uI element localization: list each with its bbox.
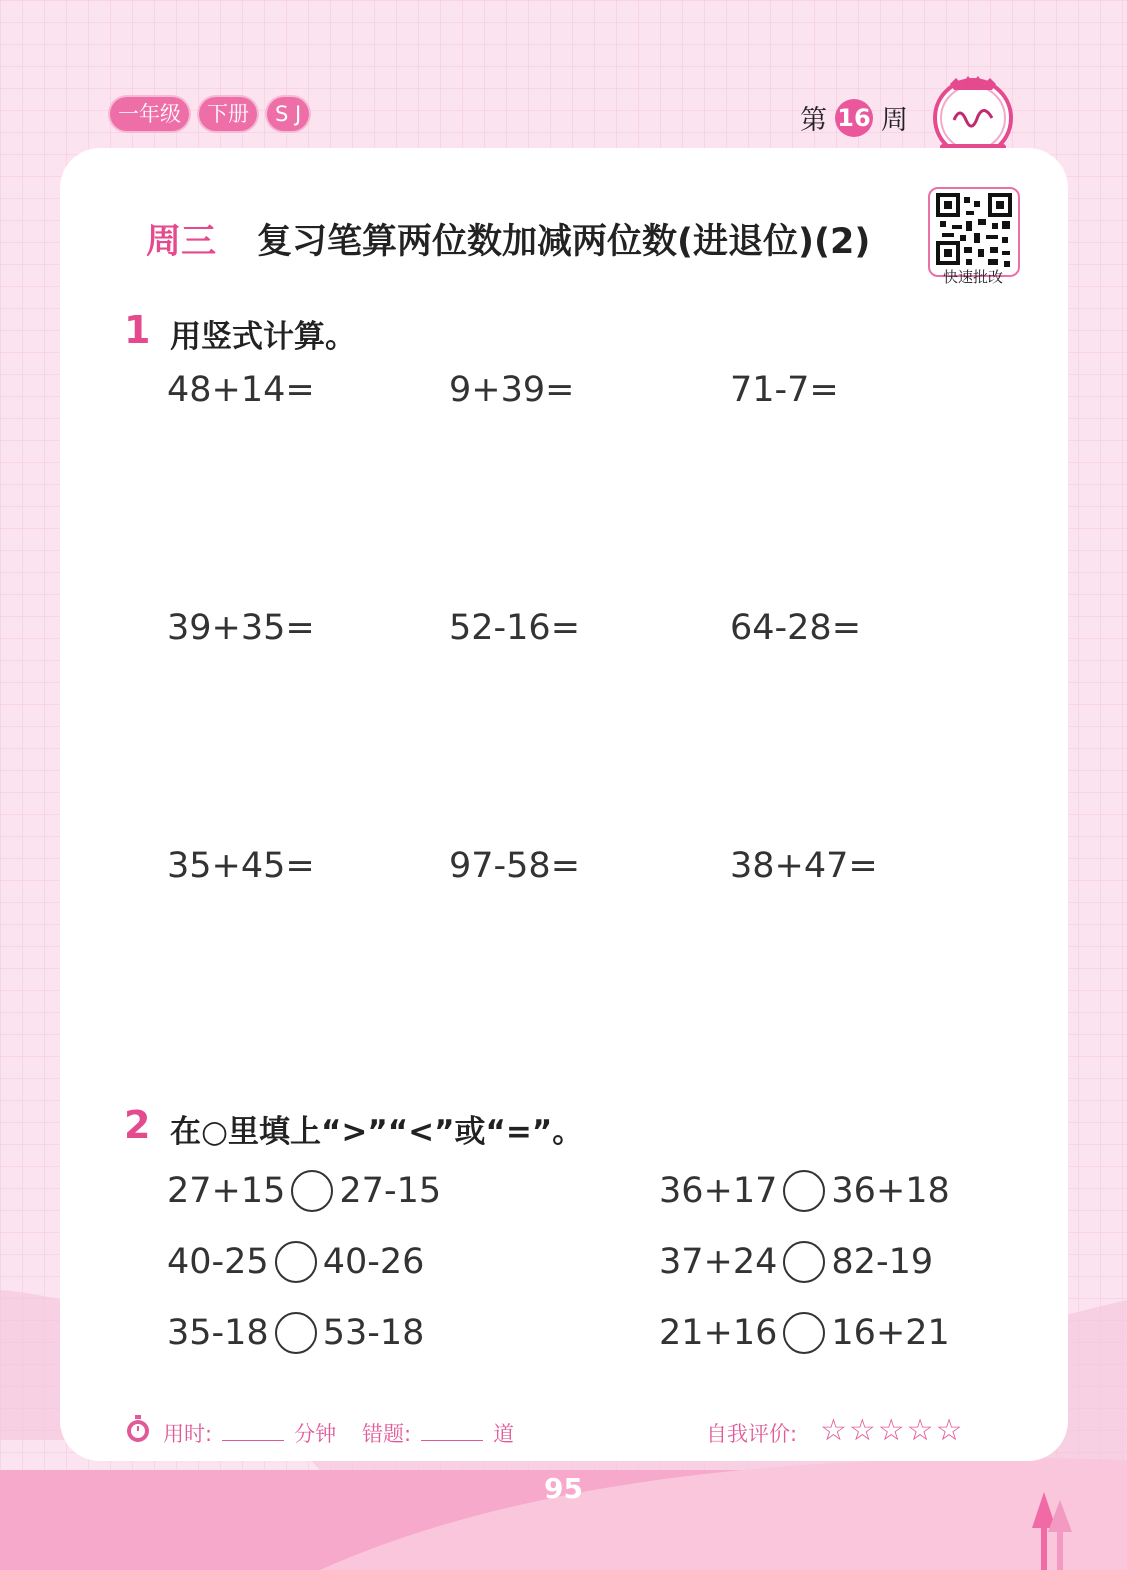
time-label: 用时: xyxy=(163,1422,213,1446)
week-suffix: 周 xyxy=(881,105,908,136)
errors-label: 错题: xyxy=(362,1422,412,1446)
arrow-decoration-icon xyxy=(1030,1492,1075,1570)
compare-left: 35-18 xyxy=(167,1313,269,1353)
page-title: 复习笔算两位数加减两位数(进退位)(2) xyxy=(257,222,871,262)
page-number: 95 xyxy=(544,1472,583,1505)
week-indicator xyxy=(800,98,908,137)
question-1-prompt: 用竖式计算。 xyxy=(170,319,356,355)
compare-right: 82-19 xyxy=(831,1242,934,1282)
compare-left: 37+24 xyxy=(659,1242,778,1282)
calc-item: 39+35= xyxy=(167,608,315,648)
compare-left: 36+17 xyxy=(659,1171,778,1211)
stopwatch-icon xyxy=(124,1414,152,1444)
compare-left: 21+16 xyxy=(659,1313,778,1353)
errors-field xyxy=(362,1418,514,1448)
calc-item: 9+39= xyxy=(449,370,575,410)
compare-right: 27-15 xyxy=(339,1171,442,1211)
errors-unit: 道 xyxy=(493,1422,515,1446)
compare-item xyxy=(167,1170,441,1212)
time-blank[interactable] xyxy=(222,1420,284,1441)
compare-item xyxy=(167,1241,424,1283)
compare-right: 16+21 xyxy=(831,1313,950,1353)
self-eval-label: 自我评价: xyxy=(706,1422,798,1446)
compare-item xyxy=(659,1312,950,1354)
edition-tag: S J xyxy=(267,97,309,131)
week-number: 16 xyxy=(835,99,873,137)
answer-circle[interactable] xyxy=(783,1241,825,1283)
compare-item xyxy=(659,1170,950,1212)
compare-left: 40-25 xyxy=(167,1242,269,1282)
calc-item: 64-28= xyxy=(730,608,862,648)
question-2-prompt: 在○里填上“>”“<”或“=”。 xyxy=(170,1114,584,1150)
calc-item: 71-7= xyxy=(730,370,839,410)
calc-item: 48+14= xyxy=(167,370,315,410)
question-1-number: 1 xyxy=(124,308,151,352)
answer-circle[interactable] xyxy=(783,1170,825,1212)
qr-label: 快速批改 xyxy=(942,268,1003,286)
question-2-number: 2 xyxy=(124,1103,151,1147)
rating-stars[interactable]: ☆☆☆☆☆ xyxy=(820,1413,965,1448)
compare-item xyxy=(167,1312,424,1354)
compare-right: 40-26 xyxy=(322,1242,425,1282)
grade-tag: 一年级 xyxy=(110,97,189,131)
compare-right: 53-18 xyxy=(322,1313,425,1353)
time-field xyxy=(163,1418,336,1448)
minutes-label: 分钟 xyxy=(294,1422,337,1446)
answer-circle[interactable] xyxy=(275,1241,317,1283)
week-prefix: 第 xyxy=(800,105,827,136)
volume-tag: 下册 xyxy=(199,97,257,131)
day-label: 周三 xyxy=(146,222,217,262)
calc-item: 97-58= xyxy=(449,846,581,886)
calc-item: 35+45= xyxy=(167,846,315,886)
grade-tags xyxy=(110,97,309,131)
compare-right: 36+18 xyxy=(831,1171,950,1211)
answer-circle[interactable] xyxy=(783,1312,825,1354)
errors-blank[interactable] xyxy=(421,1420,483,1441)
calc-item: 52-16= xyxy=(449,608,581,648)
qr-code-icon[interactable] xyxy=(928,187,1020,277)
answer-circle[interactable] xyxy=(291,1170,333,1212)
compare-left: 27+15 xyxy=(167,1171,286,1211)
calc-item: 38+47= xyxy=(730,846,878,886)
answer-circle[interactable] xyxy=(275,1312,317,1354)
compare-item xyxy=(659,1241,933,1283)
